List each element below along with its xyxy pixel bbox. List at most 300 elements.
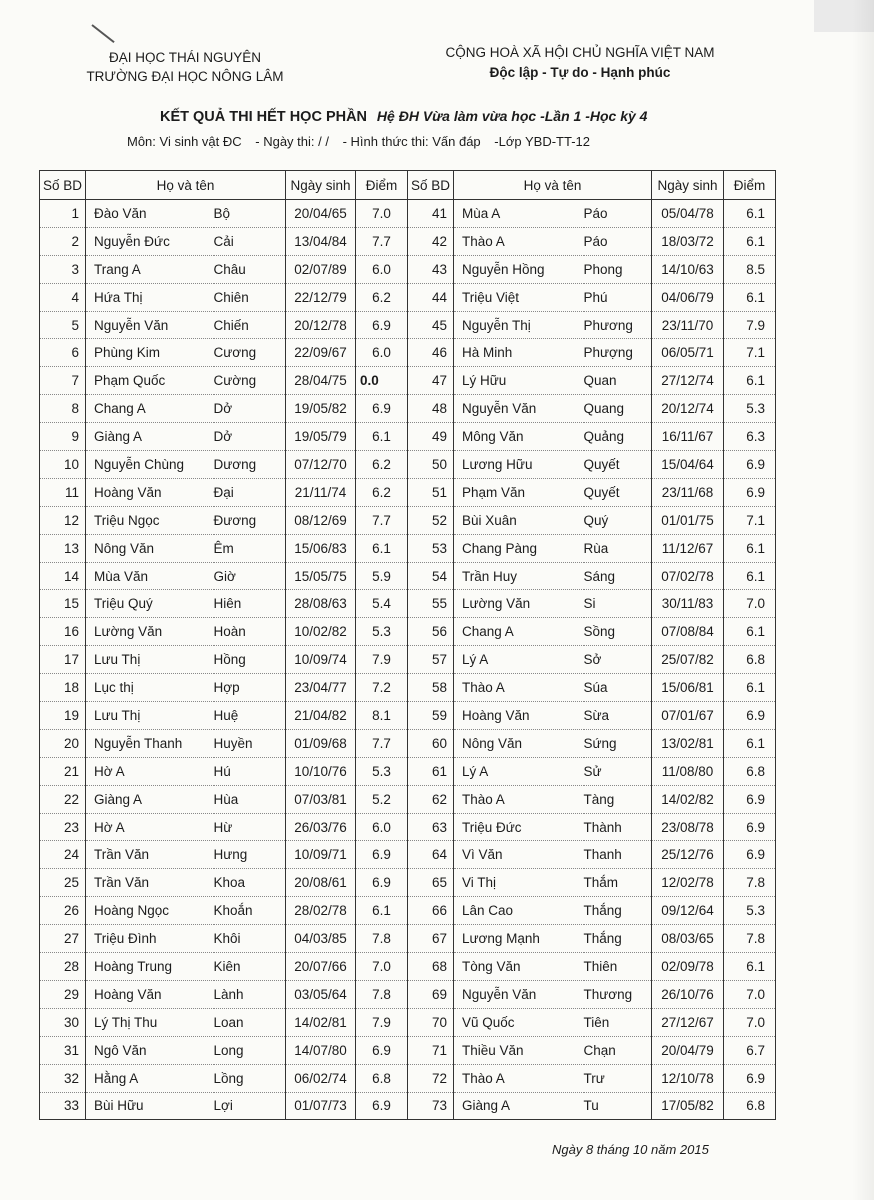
student-number: 16 (40, 618, 86, 646)
student-given-name: Cương (214, 339, 286, 367)
table-row (40, 1092, 776, 1120)
student-given-name: Lành (214, 980, 286, 1008)
student-dob: 08/12/69 (286, 506, 356, 534)
page-shadow (852, 0, 874, 1200)
student-number: 23 (40, 813, 86, 841)
student-given-name: Thiên (584, 953, 652, 981)
student-surname: Hằng A (86, 1064, 214, 1092)
student-given-name: Bộ (214, 200, 286, 228)
student-given-name: Thắm (584, 869, 652, 897)
student-given-name: Páo (584, 227, 652, 255)
student-number: 25 (40, 869, 86, 897)
student-score: 6.0 (356, 255, 408, 283)
student-score: 6.9 (356, 869, 408, 897)
student-number: 24 (40, 841, 86, 869)
student-score: 5.3 (724, 897, 776, 925)
student-surname: Hoàng Văn (86, 980, 214, 1008)
student-number: 7 (40, 367, 86, 395)
table-row (40, 590, 776, 618)
student-surname: Lưu Thị (86, 646, 214, 674)
student-dob: 04/03/85 (286, 925, 356, 953)
student-dob: 27/12/74 (652, 367, 724, 395)
student-given-name: Súa (584, 674, 652, 702)
student-number: 71 (408, 1036, 454, 1064)
student-surname: Hờ A (86, 757, 214, 785)
student-score: 7.8 (724, 925, 776, 953)
table-row (40, 534, 776, 562)
student-given-name: Hồng (214, 646, 286, 674)
student-dob: 16/11/67 (652, 423, 724, 451)
student-surname: Nguyễn Văn (454, 395, 584, 423)
student-given-name: Quyết (584, 451, 652, 479)
university-name: ĐẠI HỌC THÁI NGUYÊN (108, 50, 262, 65)
student-surname: Giàng A (454, 1092, 584, 1120)
table-row (40, 980, 776, 1008)
student-score: 0.0 (356, 367, 408, 395)
student-surname: Vì Văn (454, 841, 584, 869)
institution-header (60, 48, 310, 86)
student-score: 6.1 (724, 283, 776, 311)
table-row (40, 618, 776, 646)
header-name: Họ và tên (454, 171, 652, 200)
student-score: 6.0 (356, 813, 408, 841)
table-row (40, 757, 776, 785)
student-given-name: Cường (214, 367, 286, 395)
student-surname: Triệu Đức (454, 813, 584, 841)
student-score: 7.0 (724, 1008, 776, 1036)
student-score: 6.8 (724, 1092, 776, 1120)
student-number: 6 (40, 339, 86, 367)
student-surname: Vi Thị (454, 869, 584, 897)
student-dob: 25/12/76 (652, 841, 724, 869)
student-dob: 10/10/76 (286, 757, 356, 785)
student-score: 6.9 (356, 311, 408, 339)
student-number: 27 (40, 925, 86, 953)
student-number: 5 (40, 311, 86, 339)
student-number: 58 (408, 674, 454, 702)
student-dob: 18/03/72 (652, 227, 724, 255)
student-given-name: Páo (584, 200, 652, 228)
student-given-name: Êm (214, 534, 286, 562)
student-dob: 11/08/80 (652, 757, 724, 785)
student-given-name: Thắng (584, 897, 652, 925)
student-score: 6.1 (724, 562, 776, 590)
student-number: 57 (408, 646, 454, 674)
student-score: 6.9 (724, 841, 776, 869)
student-given-name: Huyền (214, 729, 286, 757)
student-given-name: Sáng (584, 562, 652, 590)
student-surname: Lương Hữu (454, 451, 584, 479)
student-score: 6.8 (724, 757, 776, 785)
student-score: 7.8 (356, 980, 408, 1008)
student-number: 3 (40, 255, 86, 283)
student-given-name: Quảng (584, 423, 652, 451)
student-surname: Lường Văn (454, 590, 584, 618)
student-score: 6.1 (724, 729, 776, 757)
table-row (40, 423, 776, 451)
student-given-name: Dở (214, 395, 286, 423)
student-surname: Trần Văn (86, 841, 214, 869)
student-dob: 10/09/74 (286, 646, 356, 674)
student-surname: Triệu Đình (86, 925, 214, 953)
student-number: 68 (408, 953, 454, 981)
student-score: 7.9 (356, 1008, 408, 1036)
student-given-name: Khoa (214, 869, 286, 897)
student-number: 10 (40, 451, 86, 479)
student-dob: 10/02/82 (286, 618, 356, 646)
student-number: 22 (40, 785, 86, 813)
student-surname: Triệu Quý (86, 590, 214, 618)
student-number: 43 (408, 255, 454, 283)
student-dob: 28/08/63 (286, 590, 356, 618)
student-surname: Phùng Kim (86, 339, 214, 367)
student-dob: 12/02/78 (652, 869, 724, 897)
student-dob: 23/11/70 (652, 311, 724, 339)
student-surname: Phạm Quốc (86, 367, 214, 395)
student-given-name: Dở (214, 423, 286, 451)
student-given-name: Thắng (584, 925, 652, 953)
student-number: 18 (40, 674, 86, 702)
student-number: 62 (408, 785, 454, 813)
student-given-name: Rùa (584, 534, 652, 562)
student-number: 1 (40, 200, 86, 228)
student-number: 26 (40, 897, 86, 925)
student-number: 51 (408, 478, 454, 506)
student-surname: Hoàng Ngọc (86, 897, 214, 925)
title-main: KẾT QUẢ THI HẾT HỌC PHẦN (160, 109, 368, 125)
student-given-name: Huệ (214, 702, 286, 730)
student-score: 6.1 (724, 674, 776, 702)
student-surname: Giàng A (86, 423, 214, 451)
student-dob: 06/05/71 (652, 339, 724, 367)
student-dob: 12/10/78 (652, 1064, 724, 1092)
table-row (40, 255, 776, 283)
country-name: CỘNG HOÀ XÃ HỘI CHỦ NGHĨA VIỆT NAM (445, 45, 715, 60)
student-dob: 07/03/81 (286, 785, 356, 813)
student-given-name: Thành (584, 813, 652, 841)
signature-date: Ngày 8 tháng 10 năm 2015 (552, 1142, 709, 1157)
student-score: 7.8 (724, 869, 776, 897)
student-given-name: Chiên (214, 283, 286, 311)
title-sub: Hệ ĐH Vừa làm vừa học -Lần 1 -Học kỳ 4 (376, 108, 648, 124)
table-row (40, 869, 776, 897)
student-dob: 03/05/64 (286, 980, 356, 1008)
student-surname: Phạm Văn (454, 478, 584, 506)
student-dob: 27/12/67 (652, 1008, 724, 1036)
student-surname: Hà Minh (454, 339, 584, 367)
student-surname: Lường Văn (86, 618, 214, 646)
student-number: 8 (40, 395, 86, 423)
student-dob: 20/07/66 (286, 953, 356, 981)
student-dob: 19/05/79 (286, 423, 356, 451)
student-number: 30 (40, 1008, 86, 1036)
national-header (400, 43, 760, 83)
student-surname: Lý A (454, 757, 584, 785)
student-score: 6.1 (724, 534, 776, 562)
student-dob: 14/10/63 (652, 255, 724, 283)
student-dob: 09/12/64 (652, 897, 724, 925)
student-score: 7.7 (356, 506, 408, 534)
student-number: 17 (40, 646, 86, 674)
student-number: 69 (408, 980, 454, 1008)
student-number: 19 (40, 702, 86, 730)
header-dob: Ngày sinh (652, 171, 724, 200)
table-row (40, 478, 776, 506)
table-row (40, 674, 776, 702)
student-given-name: Si (584, 590, 652, 618)
table-row (40, 200, 776, 228)
student-number: 66 (408, 897, 454, 925)
student-number: 11 (40, 478, 86, 506)
student-dob: 28/02/78 (286, 897, 356, 925)
student-surname: Hoàng Văn (86, 478, 214, 506)
student-surname: Đào Văn (86, 200, 214, 228)
table-body (40, 200, 776, 1120)
student-score: 6.9 (356, 395, 408, 423)
student-number: 48 (408, 395, 454, 423)
student-dob: 02/07/89 (286, 255, 356, 283)
table-row (40, 785, 776, 813)
student-number: 13 (40, 534, 86, 562)
student-given-name: Đại (214, 478, 286, 506)
student-given-name: Cải (214, 227, 286, 255)
student-given-name: Loan (214, 1008, 286, 1036)
student-surname: Tòng Văn (454, 953, 584, 981)
student-surname: Trần Huy (454, 562, 584, 590)
header-dob: Ngày sinh (286, 171, 356, 200)
student-score: 5.2 (356, 785, 408, 813)
student-surname: Lý Thị Thu (86, 1008, 214, 1036)
student-dob: 23/11/68 (652, 478, 724, 506)
student-number: 46 (408, 339, 454, 367)
table-row (40, 283, 776, 311)
student-surname: Triệu Việt (454, 283, 584, 311)
student-score: 7.7 (356, 729, 408, 757)
exam-info (127, 134, 600, 149)
student-given-name: Phương (584, 311, 652, 339)
student-score: 6.1 (724, 618, 776, 646)
student-surname: Thào A (454, 227, 584, 255)
class-info: -Lớp YBD-TT-12 (494, 134, 590, 149)
table-row (40, 702, 776, 730)
student-given-name: Tu (584, 1092, 652, 1120)
student-surname: Chang A (86, 395, 214, 423)
student-score: 7.8 (356, 925, 408, 953)
student-surname: Lương Mạnh (454, 925, 584, 953)
student-number: 53 (408, 534, 454, 562)
student-surname: Nông Văn (86, 534, 214, 562)
student-surname: Thiều Văn (454, 1036, 584, 1064)
student-surname: Trang A (86, 255, 214, 283)
student-dob: 20/04/65 (286, 200, 356, 228)
student-score: 7.9 (356, 646, 408, 674)
table-bottom-border (40, 1120, 776, 1121)
table-row (40, 925, 776, 953)
student-number: 65 (408, 869, 454, 897)
student-number: 41 (408, 200, 454, 228)
student-given-name: Long (214, 1036, 286, 1064)
pen-mark (91, 24, 114, 43)
student-surname: Nguyễn Thanh (86, 729, 214, 757)
table-row (40, 1036, 776, 1064)
student-dob: 20/12/78 (286, 311, 356, 339)
student-given-name: Quyết (584, 478, 652, 506)
table-row (40, 506, 776, 534)
table-row (40, 562, 776, 590)
student-score: 7.0 (724, 590, 776, 618)
header-name: Họ và tên (86, 171, 286, 200)
student-given-name: Trư (584, 1064, 652, 1092)
student-dob: 26/03/76 (286, 813, 356, 841)
student-score: 7.0 (724, 980, 776, 1008)
student-surname: Bùi Xuân (454, 506, 584, 534)
student-surname: Nguyễn Văn (86, 311, 214, 339)
student-surname: Thào A (454, 785, 584, 813)
table-row (40, 339, 776, 367)
student-given-name: Sừa (584, 702, 652, 730)
student-given-name: Đương (214, 506, 286, 534)
student-score: 6.9 (356, 841, 408, 869)
student-surname: Nông Văn (454, 729, 584, 757)
student-dob: 14/07/80 (286, 1036, 356, 1064)
student-given-name: Chiến (214, 311, 286, 339)
student-dob: 04/06/79 (652, 283, 724, 311)
student-given-name: Châu (214, 255, 286, 283)
student-number: 63 (408, 813, 454, 841)
student-number: 52 (408, 506, 454, 534)
student-score: 8.5 (724, 255, 776, 283)
student-score: 6.1 (356, 423, 408, 451)
student-dob: 21/04/82 (286, 702, 356, 730)
student-score: 7.9 (724, 311, 776, 339)
student-number: 60 (408, 729, 454, 757)
student-dob: 20/04/79 (652, 1036, 724, 1064)
exam-date-info: - Ngày thi: / / (255, 134, 329, 149)
student-dob: 23/08/78 (652, 813, 724, 841)
student-dob: 22/12/79 (286, 283, 356, 311)
student-dob: 23/04/77 (286, 674, 356, 702)
exam-form-info: - Hình thức thi: Vấn đáp (342, 134, 481, 149)
student-surname: Mông Văn (454, 423, 584, 451)
student-dob: 14/02/81 (286, 1008, 356, 1036)
student-surname: Triệu Ngọc (86, 506, 214, 534)
student-surname: Lý A (454, 646, 584, 674)
student-dob: 07/01/67 (652, 702, 724, 730)
student-score: 8.1 (356, 702, 408, 730)
student-score: 7.0 (356, 200, 408, 228)
student-number: 31 (40, 1036, 86, 1064)
student-surname: Hờ A (86, 813, 214, 841)
table-row (40, 729, 776, 757)
student-number: 67 (408, 925, 454, 953)
student-given-name: Sử (584, 757, 652, 785)
table-row (40, 646, 776, 674)
student-dob: 28/04/75 (286, 367, 356, 395)
student-number: 45 (408, 311, 454, 339)
student-dob: 07/12/70 (286, 451, 356, 479)
student-dob: 26/10/76 (652, 980, 724, 1008)
school-name: TRƯỜNG ĐẠI HỌC NÔNG LÂM (86, 69, 284, 84)
student-score: 5.3 (356, 757, 408, 785)
student-score: 6.2 (356, 451, 408, 479)
student-score: 7.1 (724, 506, 776, 534)
student-score: 6.9 (356, 1092, 408, 1120)
document-title (160, 108, 647, 125)
student-dob: 15/06/83 (286, 534, 356, 562)
student-surname: Hứa Thị (86, 283, 214, 311)
student-score: 6.9 (724, 785, 776, 813)
student-score: 6.1 (724, 227, 776, 255)
student-dob: 20/08/61 (286, 869, 356, 897)
student-given-name: Quang (584, 395, 652, 423)
student-dob: 02/09/78 (652, 953, 724, 981)
student-number: 33 (40, 1092, 86, 1120)
student-number: 59 (408, 702, 454, 730)
student-given-name: Hùa (214, 785, 286, 813)
student-given-name: Hưng (214, 841, 286, 869)
student-surname: Nguyễn Thị (454, 311, 584, 339)
student-given-name: Sở (584, 646, 652, 674)
student-surname: Thào A (454, 1064, 584, 1092)
student-surname: Bùi Hữu (86, 1092, 214, 1120)
student-surname: Vũ Quốc (454, 1008, 584, 1036)
table-row (40, 1008, 776, 1036)
student-dob: 08/03/65 (652, 925, 724, 953)
student-surname: Lân Cao (454, 897, 584, 925)
student-number: 56 (408, 618, 454, 646)
header-sbd: Số BD (40, 171, 86, 200)
student-score: 6.2 (356, 478, 408, 506)
student-given-name: Thương (584, 980, 652, 1008)
student-score: 6.9 (356, 1036, 408, 1064)
table-row (40, 395, 776, 423)
student-number: 29 (40, 980, 86, 1008)
student-given-name: Sồng (584, 618, 652, 646)
student-given-name: Chạn (584, 1036, 652, 1064)
student-dob: 10/09/71 (286, 841, 356, 869)
student-surname: Thào A (454, 674, 584, 702)
student-score: 6.8 (356, 1064, 408, 1092)
student-number: 54 (408, 562, 454, 590)
student-given-name: Hiên (214, 590, 286, 618)
student-dob: 06/02/74 (286, 1064, 356, 1092)
student-given-name: Hú (214, 757, 286, 785)
student-number: 9 (40, 423, 86, 451)
student-given-name: Tàng (584, 785, 652, 813)
student-given-name: Lợi (214, 1092, 286, 1120)
student-dob: 30/11/83 (652, 590, 724, 618)
table-row (40, 841, 776, 869)
student-score: 6.1 (724, 200, 776, 228)
student-score: 6.9 (724, 1064, 776, 1092)
student-score: 7.2 (356, 674, 408, 702)
table-row (40, 897, 776, 925)
student-given-name: Hợp (214, 674, 286, 702)
student-dob: 11/12/67 (652, 534, 724, 562)
student-surname: Mùa A (454, 200, 584, 228)
student-surname: Nguyễn Văn (454, 980, 584, 1008)
header-score: Điểm (724, 171, 776, 200)
student-surname: Hoàng Văn (454, 702, 584, 730)
student-score: 6.8 (724, 646, 776, 674)
student-dob: 07/08/84 (652, 618, 724, 646)
student-surname: Lục thị (86, 674, 214, 702)
student-number: 21 (40, 757, 86, 785)
table-row (40, 227, 776, 255)
student-dob: 01/09/68 (286, 729, 356, 757)
table-row (40, 1064, 776, 1092)
student-number: 32 (40, 1064, 86, 1092)
